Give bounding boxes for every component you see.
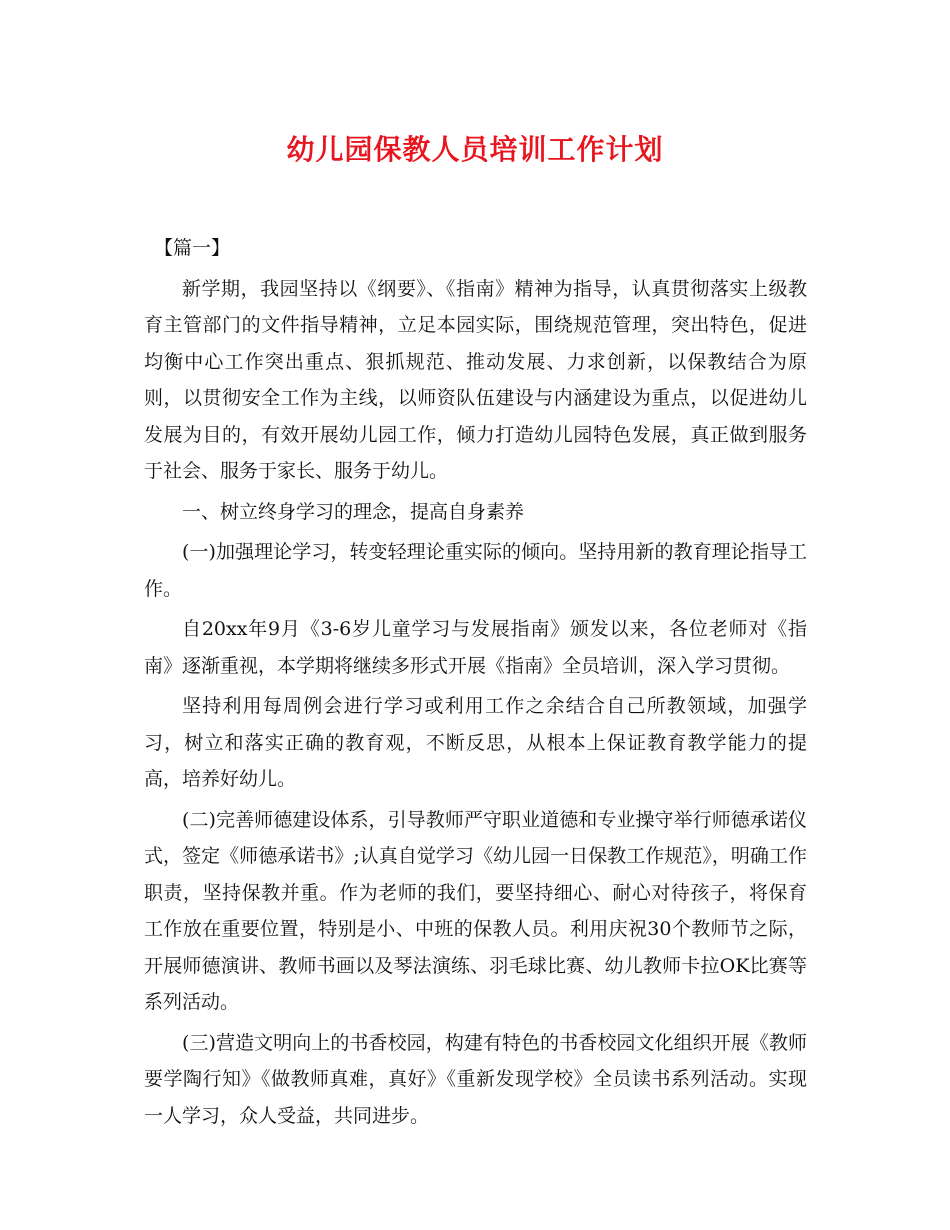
document-body xyxy=(144,230,807,1138)
paragraph-intro: 新学期，我园坚持以《纲要》、《指南》精神为指导，认真贯彻落实上级教育主管部门的文件指导精神，立足本园实际，围绕规范管理，突出特色，促进均衡中心工作突出重点、狠抓规范、推动发展、力求创新，以保教结合为原则，以贯彻安全工作为主线，以师资队伍建设与内涵建设为重点，以促进幼儿发展为目的，有效开展幼儿园工作，倾力打造幼儿园特色发展，真正做到服务于社会、服务于家长、服务于幼儿。 xyxy=(144,277,807,482)
paragraph-guide-training: 自20xx年9月《3-6岁儿童学习与发展指南》颁发以来，各位老师对《指南》逐渐重视，本学期将继续多形式开展《指南》全员培训，深入学习贯彻。 xyxy=(144,618,807,677)
section-label: 【篇一】 xyxy=(154,237,231,259)
heading-lifelong-learning: 一、树立终身学习的理念，提高自身素养 xyxy=(182,500,525,523)
document-title: 幼儿园保教人员培训工作计划 xyxy=(286,133,664,166)
paragraph-theory-study: (一)加强理论学习，转变轻理论重实际的倾向。坚持用新的教育理论指导工作。 xyxy=(144,541,807,600)
paragraph-reading-campus: (三)营造文明向上的书香校园，构建有特色的书香校园文化组织开展《教师要学陶行知》《做教师真难，真好》《重新发现学校》全员读书系列活动。实现一人学习，众人受益，共同进步。 xyxy=(144,1031,807,1127)
paragraph-weekly-meeting: 坚持利用每周例会进行学习或利用工作之余结合自己所教领域，加强学习，树立和落实正确的教育观，不断反思，从根本上保证教育教学能力的提高，培养好幼儿。 xyxy=(144,695,807,790)
paragraph-ethics-system: (二)完善师德建设体系，引导教师严守职业道德和专业操守举行师德承诺仪式，签定《师德承诺书》;认真自觉学习《幼儿园一日保教工作规范》，明确工作职责，坚持保教并重。作为老师的我们，要坚持细心、耐心对待孩子，将保育工作放在重要位置，特别是小、中班的保教人员。利用庆祝30个教师节之际，开展师德演讲、教师书画以及琴法演练、羽毛球比赛、幼儿教师卡拉OK比赛等系列活动。 xyxy=(144,808,807,1013)
